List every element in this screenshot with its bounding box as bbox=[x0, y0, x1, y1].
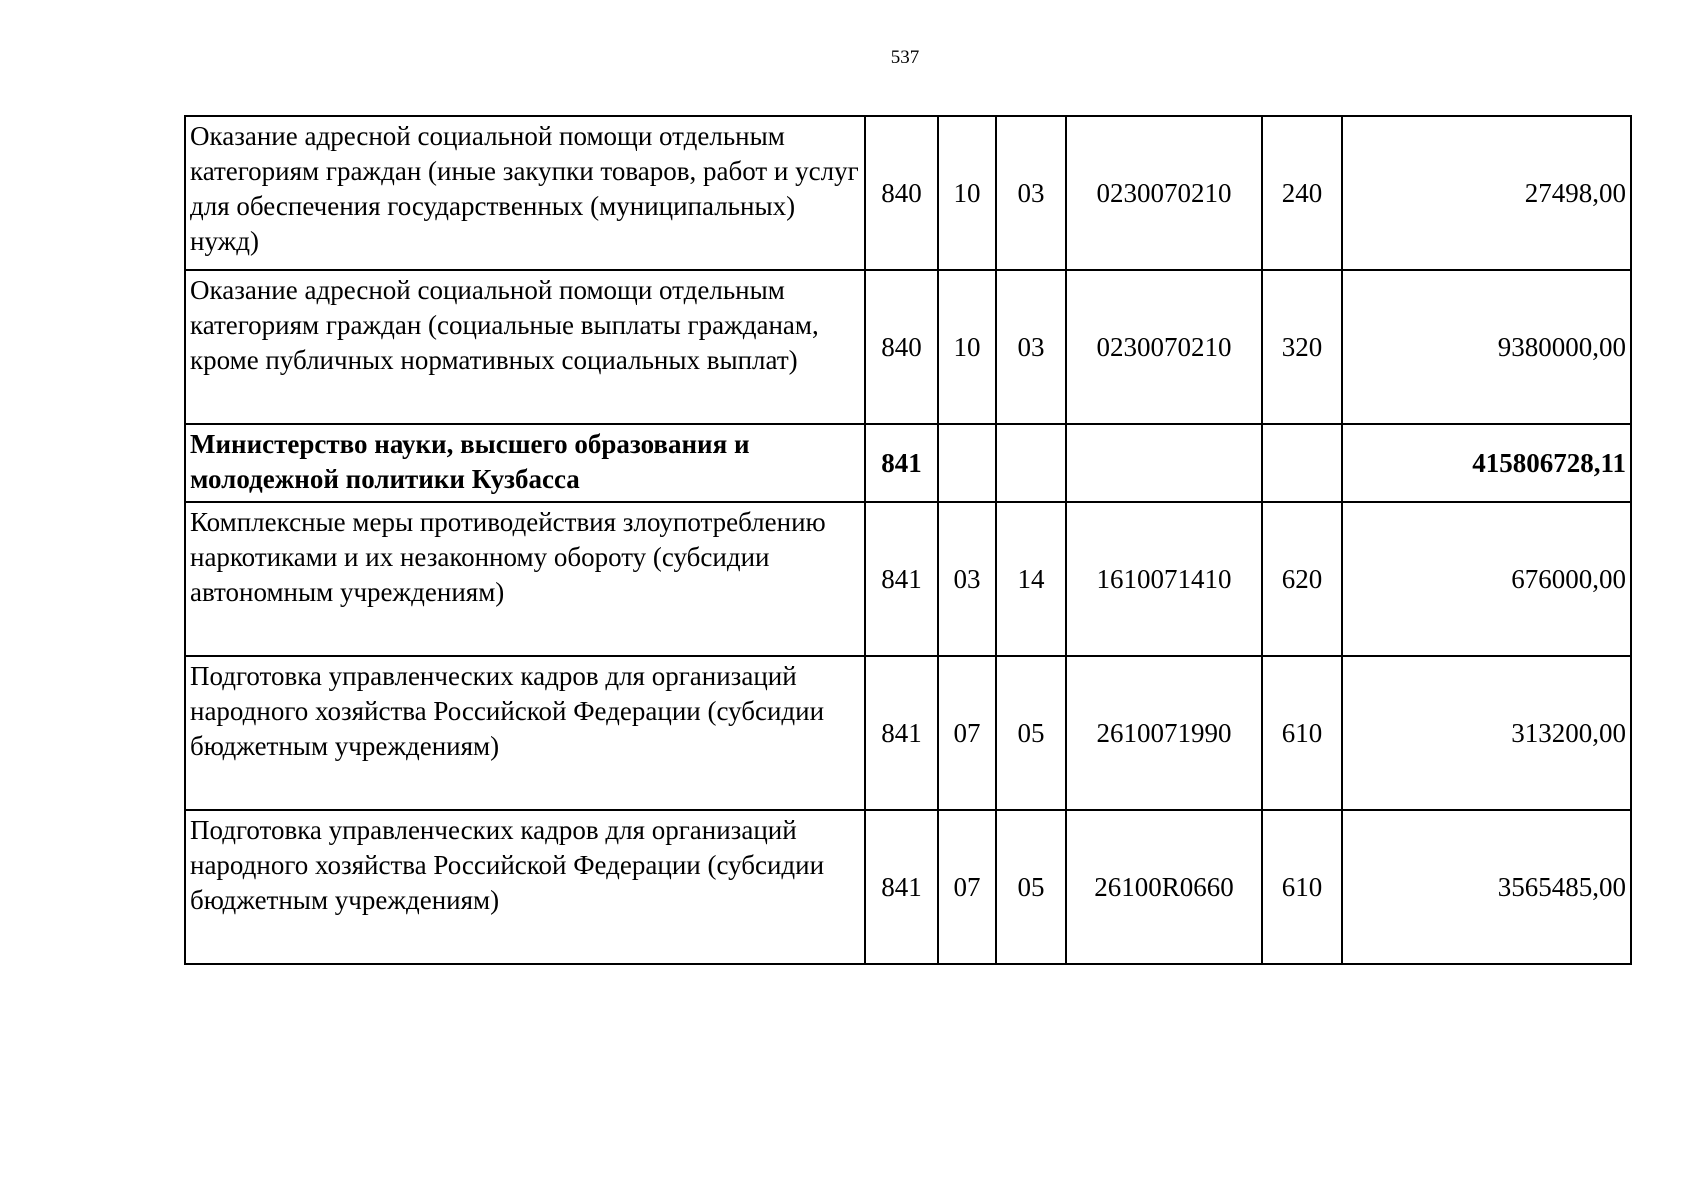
section-code-cell: 10 bbox=[938, 270, 996, 424]
row-name-cell: Комплексные меры противодействия злоупотреблению наркотиками и их незаконному обороту (субсидии автономным учреждениям) bbox=[185, 502, 865, 656]
row-name-cell: Оказание адресной социальной помощи отдельным категориям граждан (социальные выплаты гражданам, кроме публичных нормативных социальных выплат) bbox=[185, 270, 865, 424]
table-row-ministry-total bbox=[185, 424, 1631, 502]
amount-cell: 3565485,00 bbox=[1342, 810, 1631, 964]
ministry-code-cell: 841 bbox=[865, 502, 938, 656]
target-article-cell: 2610071990 bbox=[1066, 656, 1262, 810]
amount-cell: 9380000,00 bbox=[1342, 270, 1631, 424]
subsection-code-cell: 05 bbox=[996, 810, 1066, 964]
row-name-cell: Подготовка управленческих кадров для организаций народного хозяйства Российской Федерации (субсидии бюджетным учреждениям) bbox=[185, 656, 865, 810]
table-row bbox=[185, 656, 1631, 810]
target-article-cell: 0230070210 bbox=[1066, 116, 1262, 270]
page-number: 537 bbox=[890, 47, 920, 68]
table-row bbox=[185, 270, 1631, 424]
ministry-code-cell: 841 bbox=[865, 656, 938, 810]
section-code-cell bbox=[938, 424, 996, 502]
expense-type-cell bbox=[1262, 424, 1342, 502]
budget-table bbox=[184, 115, 1632, 965]
subsection-code-cell bbox=[996, 424, 1066, 502]
target-article-cell: 26100R0660 bbox=[1066, 810, 1262, 964]
subsection-code-cell: 03 bbox=[996, 270, 1066, 424]
section-code-cell: 07 bbox=[938, 810, 996, 964]
row-name-cell: Министерство науки, высшего образования и молодежной политики Кузбасса bbox=[185, 424, 865, 502]
expense-type-cell: 610 bbox=[1262, 810, 1342, 964]
target-article-cell: 1610071410 bbox=[1066, 502, 1262, 656]
amount-cell: 27498,00 bbox=[1342, 116, 1631, 270]
row-name-cell: Подготовка управленческих кадров для организаций народного хозяйства Российской Федерации (субсидии бюджетным учреждениям) bbox=[185, 810, 865, 964]
expense-type-cell: 610 bbox=[1262, 656, 1342, 810]
target-article-cell: 0230070210 bbox=[1066, 270, 1262, 424]
section-code-cell: 03 bbox=[938, 502, 996, 656]
amount-cell: 415806728,11 bbox=[1342, 424, 1631, 502]
ministry-code-cell: 841 bbox=[865, 810, 938, 964]
amount-cell: 676000,00 bbox=[1342, 502, 1631, 656]
subsection-code-cell: 05 bbox=[996, 656, 1066, 810]
table-row bbox=[185, 502, 1631, 656]
expense-type-cell: 620 bbox=[1262, 502, 1342, 656]
expense-type-cell: 320 bbox=[1262, 270, 1342, 424]
table-row bbox=[185, 810, 1631, 964]
expense-type-cell: 240 bbox=[1262, 116, 1342, 270]
ministry-code-cell: 840 bbox=[865, 116, 938, 270]
amount-cell: 313200,00 bbox=[1342, 656, 1631, 810]
subsection-code-cell: 03 bbox=[996, 116, 1066, 270]
subsection-code-cell: 14 bbox=[996, 502, 1066, 656]
section-code-cell: 10 bbox=[938, 116, 996, 270]
target-article-cell bbox=[1066, 424, 1262, 502]
ministry-code-cell: 840 bbox=[865, 270, 938, 424]
ministry-code-cell: 841 bbox=[865, 424, 938, 502]
section-code-cell: 07 bbox=[938, 656, 996, 810]
table-row bbox=[185, 116, 1631, 270]
row-name-cell: Оказание адресной социальной помощи отдельным категориям граждан (иные закупки товаров, работ и услуг для обеспечения государственных (муниципальных) нужд) bbox=[185, 116, 865, 270]
